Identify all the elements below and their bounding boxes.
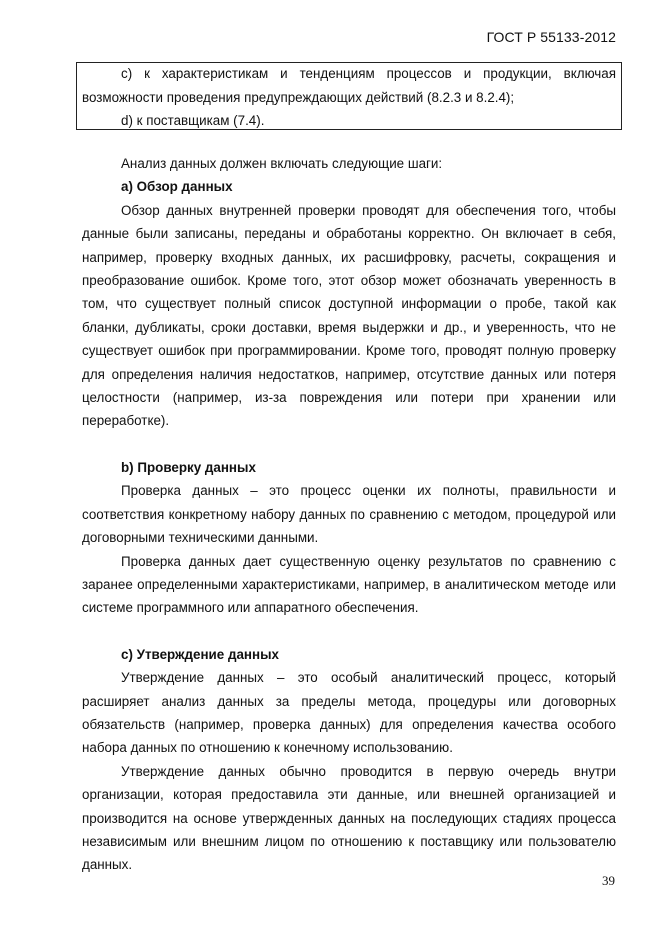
list-item-d: d) к поставщикам (7.4). bbox=[121, 113, 265, 128]
section-a-heading: a) Обзор данных bbox=[121, 179, 233, 195]
section-a-paragraph: Обзор данных внутренней проверки проводят для обеспечения того, чтобы данные были записаны, переданы и обработаны корректно. Он включает в себя, например, проверку входных данных, их расшифровку, расчеты, сокращения и преобразование ошибок. Кроме того, этот обзор может обозначать уверенность в том, что существует полный список доступной информации о пробе, такой как бланки, дубликаты, сроки доставки, время выдержки и др., и уверенность, что не существует ошибок при программировании. Кроме того, проводят полную проверку для определения наличия недостатков, например, отсутствие данных или потеря целостности (например, из-за повреждения или потери при хранении или переработке). bbox=[82, 202, 616, 429]
document-standard-id: ГОСТ Р 55133-2012 bbox=[486, 29, 616, 45]
section-b-paragraph-1: Проверка данных – это процесс оценки их полноты, правильности и соответствия конкретному набору данных по сравнению с методом, процедурой или договорными техническими данными. bbox=[82, 483, 616, 546]
spacer bbox=[82, 433, 616, 456]
section-c-paragraph-1: Утверждение данных – это особый аналитический процесс, который расширяет анализ данных за пределы метода, процедуры или договорных обязательств (например, проверка данных) для определения качества особого набора данных по отношению к конечному использованию. bbox=[82, 670, 616, 756]
section-b-paragraph-2: Проверка данных дает существенную оценку результатов по сравнению с заранее определенными характеристиками, например, в аналитическом методе или системе программного или аппаратного обеспечения. bbox=[82, 553, 616, 616]
spacer bbox=[82, 620, 616, 643]
intro-paragraph: Анализ данных должен включать следующие шаги: bbox=[121, 156, 443, 171]
section-c-paragraph-2: Утверждение данных обычно проводится в первую очередь внутри организации, которая предоставила эти данные, или внешней организацией и производится на основе утвержденных данных на последующих стадиях процесса независимым или внешним лицом по отношению к поставщику или пользователю данных. bbox=[82, 763, 616, 873]
main-text bbox=[82, 152, 616, 877]
bordered-list bbox=[82, 62, 616, 133]
section-c-heading: c) Утверждение данных bbox=[121, 646, 279, 662]
section-b-heading: b) Проверку данных bbox=[121, 459, 256, 475]
page-number: 39 bbox=[602, 873, 615, 888]
list-item-c: c) к характеристикам и тенденциям процессов и продукции, включая возможности проведения предупреждающих действий (8.2.3 и 8.2.4); bbox=[82, 66, 616, 105]
